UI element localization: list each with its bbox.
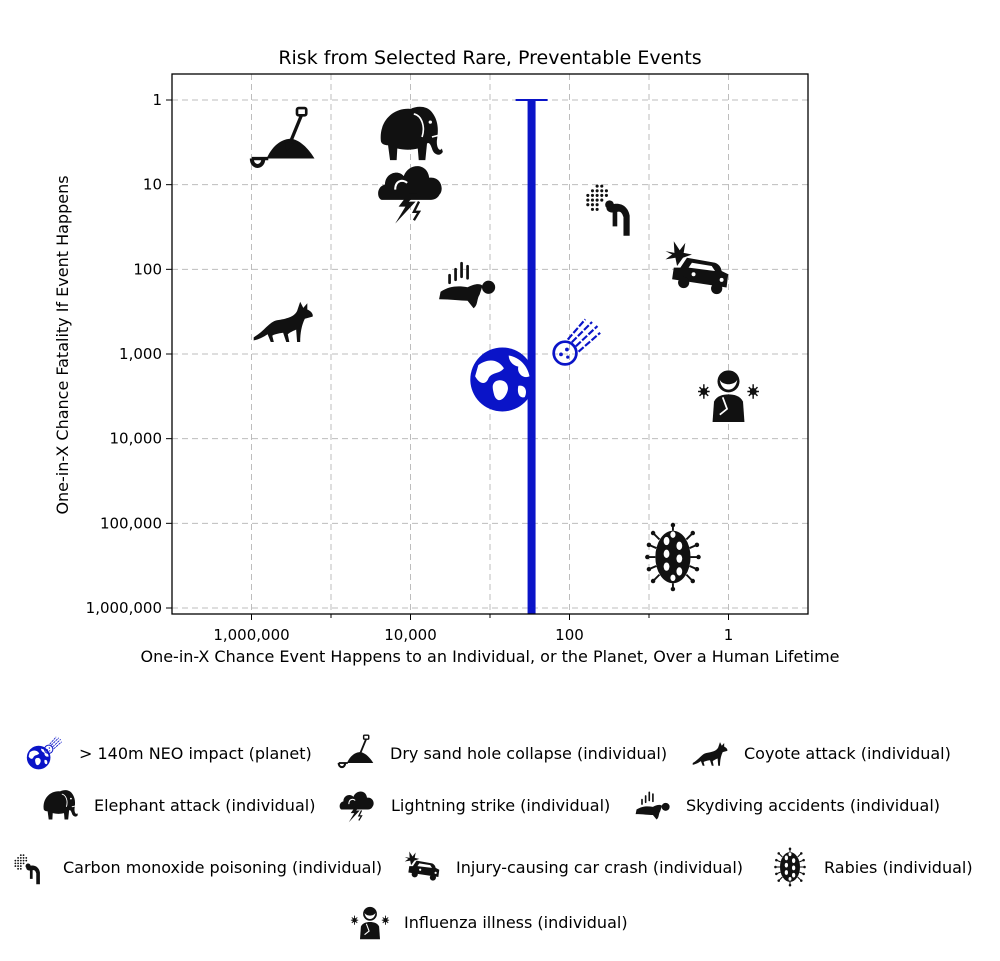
legend-item xyxy=(690,733,951,773)
lightning-cloud-icon xyxy=(337,785,377,825)
chart-title: Risk from Selected Rare, Preventable Events xyxy=(278,47,702,69)
x-tick-label-3: 1 xyxy=(723,626,734,644)
y-tick-label-2: 100 xyxy=(133,260,162,279)
y-tick-label-1: 10 xyxy=(142,175,162,194)
legend-item xyxy=(9,847,382,887)
legend-label: Elephant attack (individual) xyxy=(94,795,316,815)
point-car-crash-icon xyxy=(666,241,729,294)
legend-item xyxy=(40,785,315,825)
y-axis-ticks xyxy=(86,91,172,617)
x-axis-label: One-in-X Chance Event Happens to an Individual, or the Planet, Over a Human Lifetime xyxy=(140,647,840,666)
point-meteor-icon xyxy=(554,319,600,364)
legend-item xyxy=(336,733,667,773)
legend-label: Coyote attack (individual) xyxy=(744,743,951,763)
legend-label: Rabies (individual) xyxy=(824,857,973,877)
rabies-virus-icon xyxy=(770,847,810,887)
legend-item xyxy=(770,847,973,887)
point-lightning-cloud-icon xyxy=(378,166,442,224)
legend-item xyxy=(337,785,610,825)
y-tick-label-4: 10,000 xyxy=(109,429,162,448)
legend-item xyxy=(350,902,628,942)
point-carbon-monoxide-icon xyxy=(586,185,629,236)
x-tick-label-1: 10,000 xyxy=(384,626,437,644)
legend-item xyxy=(632,785,940,825)
x-tick-label-0: 1,000,000 xyxy=(213,626,290,644)
point-coyote-icon xyxy=(254,302,313,342)
point-influenza-icon xyxy=(698,370,759,422)
elephant-icon xyxy=(40,785,80,825)
point-sand-shovel-icon xyxy=(252,108,315,166)
legend-label: Injury-causing car crash (individual) xyxy=(456,857,744,877)
carbon-monoxide-icon xyxy=(9,847,49,887)
skydiver-icon xyxy=(632,785,672,825)
legend-item xyxy=(402,847,743,887)
legend-label: > 140m NEO impact (planet) xyxy=(79,743,312,763)
x-axis-ticks xyxy=(213,614,733,644)
legend-label: Dry sand hole collapse (individual) xyxy=(390,743,668,763)
point-skydiver-icon xyxy=(439,263,495,308)
legend-label: Influenza illness (individual) xyxy=(404,912,628,932)
coyote-icon xyxy=(690,733,730,773)
y-tick-label-0: 1 xyxy=(152,91,162,109)
legend-item xyxy=(25,733,312,773)
legend-label: Lightning strike (individual) xyxy=(391,795,611,815)
legend-label: Skydiving accidents (individual) xyxy=(686,795,941,815)
influenza-icon xyxy=(350,902,390,942)
y-tick-label-6: 1,000,000 xyxy=(85,599,162,617)
x-tick-label-2: 100 xyxy=(555,626,584,644)
neo-error-bar xyxy=(528,100,536,614)
y-axis-label: One-in-X Chance Fatality If Event Happens xyxy=(53,175,72,515)
grid xyxy=(172,74,808,614)
point-earth-icon xyxy=(470,347,534,411)
y-tick-label-3: 1,000 xyxy=(119,345,162,363)
sand-shovel-icon xyxy=(336,733,376,773)
point-rabies-virus-icon xyxy=(645,523,701,591)
y-tick-label-5: 100,000 xyxy=(99,514,162,533)
car-crash-icon xyxy=(402,847,442,887)
earth-meteor-icon xyxy=(25,733,65,773)
data-points xyxy=(252,107,759,591)
point-elephant-icon xyxy=(381,107,443,160)
legend-label: Carbon monoxide poisoning (individual) xyxy=(63,857,383,877)
